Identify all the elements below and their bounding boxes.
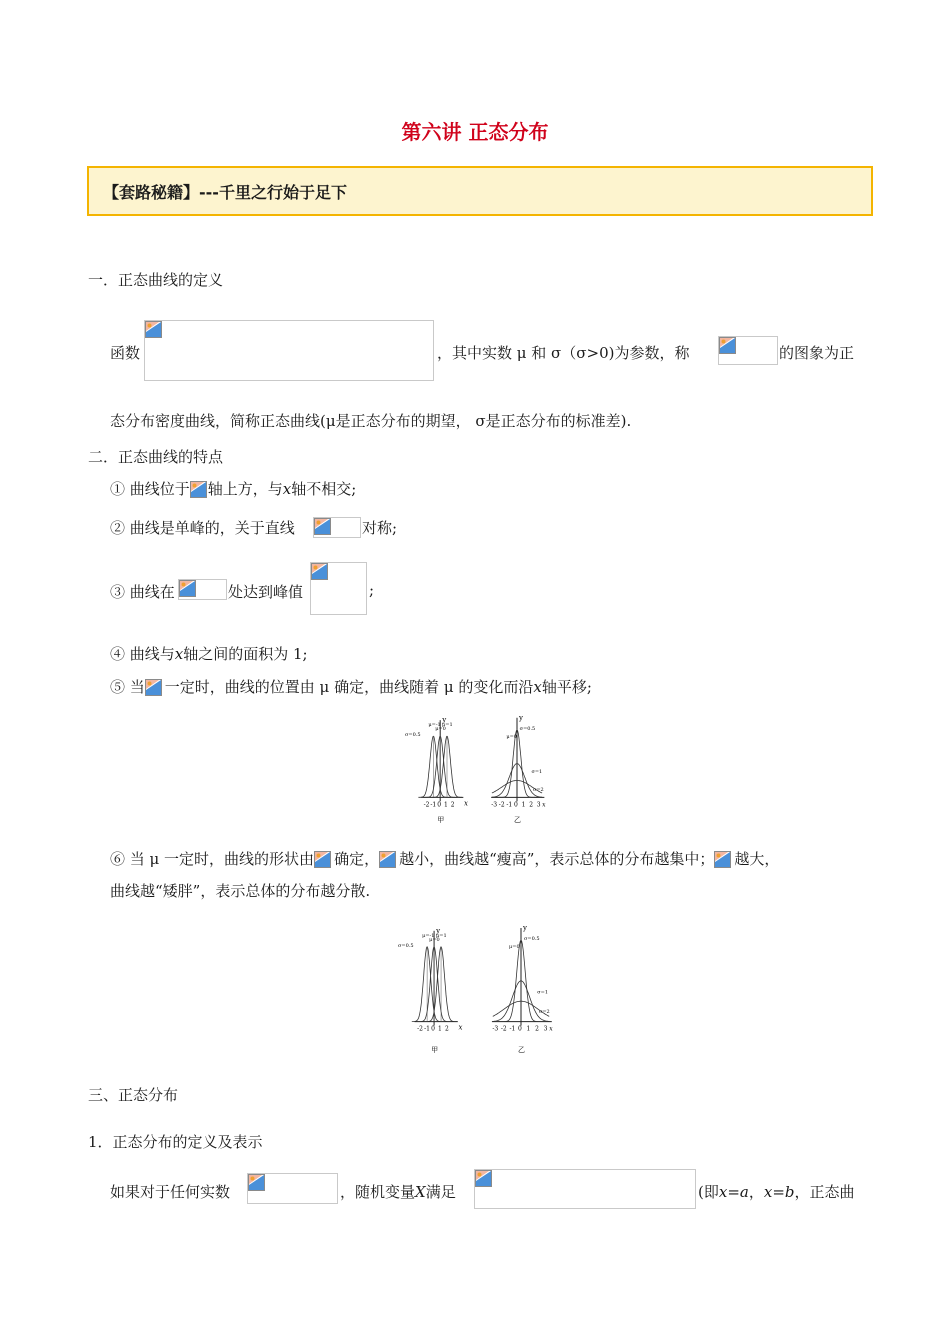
item-6-e: 曲线越“矮胖”，表示总体的分布越分散. xyxy=(110,882,371,900)
broken-image-icon xyxy=(179,580,196,597)
tick-label: -1 xyxy=(509,1025,516,1033)
y-axis-label: y xyxy=(436,926,441,935)
broken-image-icon xyxy=(311,563,328,580)
s3-text-b1: ，随机变量 xyxy=(340,1183,416,1201)
x-axis-label: x xyxy=(458,1023,463,1032)
tick-label: 3 xyxy=(536,801,541,809)
item-1 xyxy=(110,478,356,499)
sigma-label: σ=0.5 xyxy=(405,732,421,739)
figure-1-left xyxy=(405,710,485,828)
item-4-b: 轴之间的面积为 1; xyxy=(183,645,308,663)
item-4 xyxy=(110,643,308,664)
figure-caption: 甲 xyxy=(431,1046,439,1054)
subsection-1-heading: 1．正态分布的定义及表示 xyxy=(88,1133,263,1151)
tick-label: 0 xyxy=(431,1025,435,1033)
item-6-d: 越大， xyxy=(734,850,780,868)
page-title: 第六讲 正态分布 xyxy=(401,120,549,144)
section-3-heading: 三、正态分布 xyxy=(88,1086,179,1104)
sigma-label: σ=0.5 xyxy=(523,936,540,942)
broken-image-icon xyxy=(714,851,731,868)
item-3-a: ③ 曲线在 xyxy=(110,583,175,601)
item-2-b: 对称; xyxy=(362,519,398,537)
item-6-b: 确定， xyxy=(334,850,380,868)
mu-label: μ=1 xyxy=(442,722,453,729)
tick-label: 1 xyxy=(521,801,526,809)
sigma-label: σ=2 xyxy=(532,787,544,794)
figure-caption: 乙 xyxy=(514,816,521,824)
sigma-label: σ=1 xyxy=(537,989,549,996)
broken-image-icon xyxy=(190,481,207,498)
item-6-line1 xyxy=(110,848,779,869)
tick-label: 0 xyxy=(437,801,442,809)
s3-text-d1: (即 xyxy=(698,1183,719,1201)
sigma-label: σ=0.5 xyxy=(519,725,536,732)
mu-label: μ=0 xyxy=(506,733,517,740)
figure-1-right xyxy=(485,710,565,828)
banner-label: 【套路秘籍】 xyxy=(103,183,200,202)
item-5-b: 一定时，曲线的位置由 μ 确定，曲线随着 μ 的变化而沿 xyxy=(164,678,534,696)
s1-text-p2: 态分布密度曲线，简称正态曲线(μ是正态分布的期望， σ是正态分布的标准差). xyxy=(110,412,632,430)
s3-var-x1: x xyxy=(718,1183,728,1201)
s3-eq1: = xyxy=(727,1183,740,1201)
tick-label: 2 xyxy=(529,801,534,809)
s3-text-a: 如果对于任何实数 xyxy=(110,1183,231,1201)
inline-image-sigma xyxy=(379,851,399,867)
sigma-label: σ=1 xyxy=(531,768,543,775)
mu-label: μ=0 xyxy=(509,944,520,950)
tick-label: 1 xyxy=(444,801,448,809)
item-1-x: x xyxy=(282,480,292,498)
item-5-a: ⑤ 当 xyxy=(110,678,145,696)
figure-caption: 甲 xyxy=(437,816,445,824)
s3-var-x2: x xyxy=(763,1183,773,1201)
s3-text-d xyxy=(698,1181,855,1202)
banner-text xyxy=(103,180,347,203)
tick-label: 2 xyxy=(535,1025,539,1033)
formula-image-a-lt-b xyxy=(247,1173,338,1204)
item-6-a: ⑥ 当 μ 一定时，曲线的形状由 xyxy=(110,850,315,868)
section-2-heading: 二．正态曲线的特点 xyxy=(88,448,224,466)
tick-label: 2 xyxy=(445,1025,449,1033)
tick-label: 0 xyxy=(518,1025,522,1033)
y-axis-label: y xyxy=(519,713,523,722)
formula-image-x-eq-mu-2 xyxy=(178,579,227,600)
figure-caption: 乙 xyxy=(518,1046,525,1054)
tick-label: 0 xyxy=(514,801,518,809)
tick-label: -1 xyxy=(506,801,513,809)
inline-image-sigma xyxy=(714,851,734,867)
tick-label: -3 xyxy=(491,801,498,809)
tick-label: -2 xyxy=(498,801,505,809)
item-4-x: x xyxy=(174,645,184,663)
tips-banner xyxy=(87,166,873,216)
tick-label: -1 xyxy=(424,1025,430,1033)
broken-image-icon xyxy=(248,1174,265,1191)
s3-comma: ， xyxy=(748,1183,764,1201)
item-1-a: ① 曲线位于 xyxy=(110,480,190,498)
broken-image-icon xyxy=(475,1170,492,1187)
tick-label: -1 xyxy=(430,801,437,809)
broken-image-icon xyxy=(314,518,331,535)
formula-image-peak-value xyxy=(310,562,367,615)
s1-text-b: ，其中实数 μ 和 σ（σ>0)为参数，称 xyxy=(437,344,690,362)
broken-image-icon xyxy=(314,851,331,868)
formula-image-density-function xyxy=(144,320,434,381)
item-3-b: 处达到峰值 xyxy=(228,583,304,601)
formula-image-probability xyxy=(474,1169,696,1209)
broken-image-icon xyxy=(145,679,162,696)
mu-label: μ=0 xyxy=(435,726,446,733)
item-6-c: 越小，曲线越“瘦高”，表示总体的分布越集中； xyxy=(399,850,715,868)
mu-label: μ=0 xyxy=(429,936,440,943)
s3-var-X: X xyxy=(415,1183,426,1201)
item-3-c: ; xyxy=(369,581,375,599)
inline-image-sigma xyxy=(145,679,165,695)
item-2-a: ② 曲线是单峰的，关于直线 xyxy=(110,519,295,537)
s3-text-b xyxy=(340,1181,456,1202)
mu-label: μ=-1 xyxy=(428,722,441,729)
section-1-heading: 一．正态曲线的定义 xyxy=(88,271,224,289)
s3-text-c: 满足 xyxy=(425,1183,456,1201)
sigma-label: σ=0.5 xyxy=(398,942,414,949)
tick-label: -2 xyxy=(423,801,430,809)
x-axis-label: x xyxy=(464,799,468,808)
broken-image-icon xyxy=(379,851,396,868)
tick-label: 1 xyxy=(526,1025,531,1033)
tick-label: 3 xyxy=(543,1025,548,1033)
mu-label: μ=1 xyxy=(436,932,447,939)
s1-text-c: 的图象为正 xyxy=(779,344,855,362)
banner-motto: ---千里之行始于足下 xyxy=(199,183,347,202)
figure-2-left xyxy=(398,918,480,1058)
y-axis-label: y xyxy=(523,924,527,932)
tick-label: -2 xyxy=(417,1025,423,1033)
broken-image-icon xyxy=(145,321,162,338)
item-5-c: 轴平移; xyxy=(541,678,592,696)
x-axis-label: x xyxy=(549,1025,553,1033)
s3-var-b: b xyxy=(784,1183,795,1201)
y-axis-label: y xyxy=(442,716,447,725)
s1-text-a: 函数 xyxy=(110,344,141,362)
inline-image-x xyxy=(190,481,208,497)
tick-label: -2 xyxy=(500,1025,507,1033)
s3-text-f: ，正态曲 xyxy=(794,1183,855,1201)
x-axis-label: x xyxy=(542,801,546,809)
s3-var-a: a xyxy=(739,1183,749,1201)
tick-label: -3 xyxy=(492,1025,499,1033)
broken-image-icon xyxy=(719,337,736,354)
sigma-label: σ=2 xyxy=(538,1009,550,1016)
item-5-x: x xyxy=(533,678,542,696)
mu-label: μ=-1 xyxy=(422,932,435,939)
item-1-c: 轴不相交; xyxy=(291,480,357,498)
item-5 xyxy=(110,676,592,697)
figure-2-right xyxy=(485,918,575,1058)
tick-label: 1 xyxy=(438,1025,442,1033)
formula-image-x-eq-mu xyxy=(313,517,361,538)
item-4-a: ④ 曲线与 xyxy=(110,645,175,663)
formula-image-phi-function xyxy=(718,336,778,365)
inline-image-sigma xyxy=(314,851,334,867)
tick-label: 2 xyxy=(450,801,455,809)
s3-eq2: = xyxy=(772,1183,785,1201)
item-1-b: 轴上方，与 xyxy=(207,480,283,498)
